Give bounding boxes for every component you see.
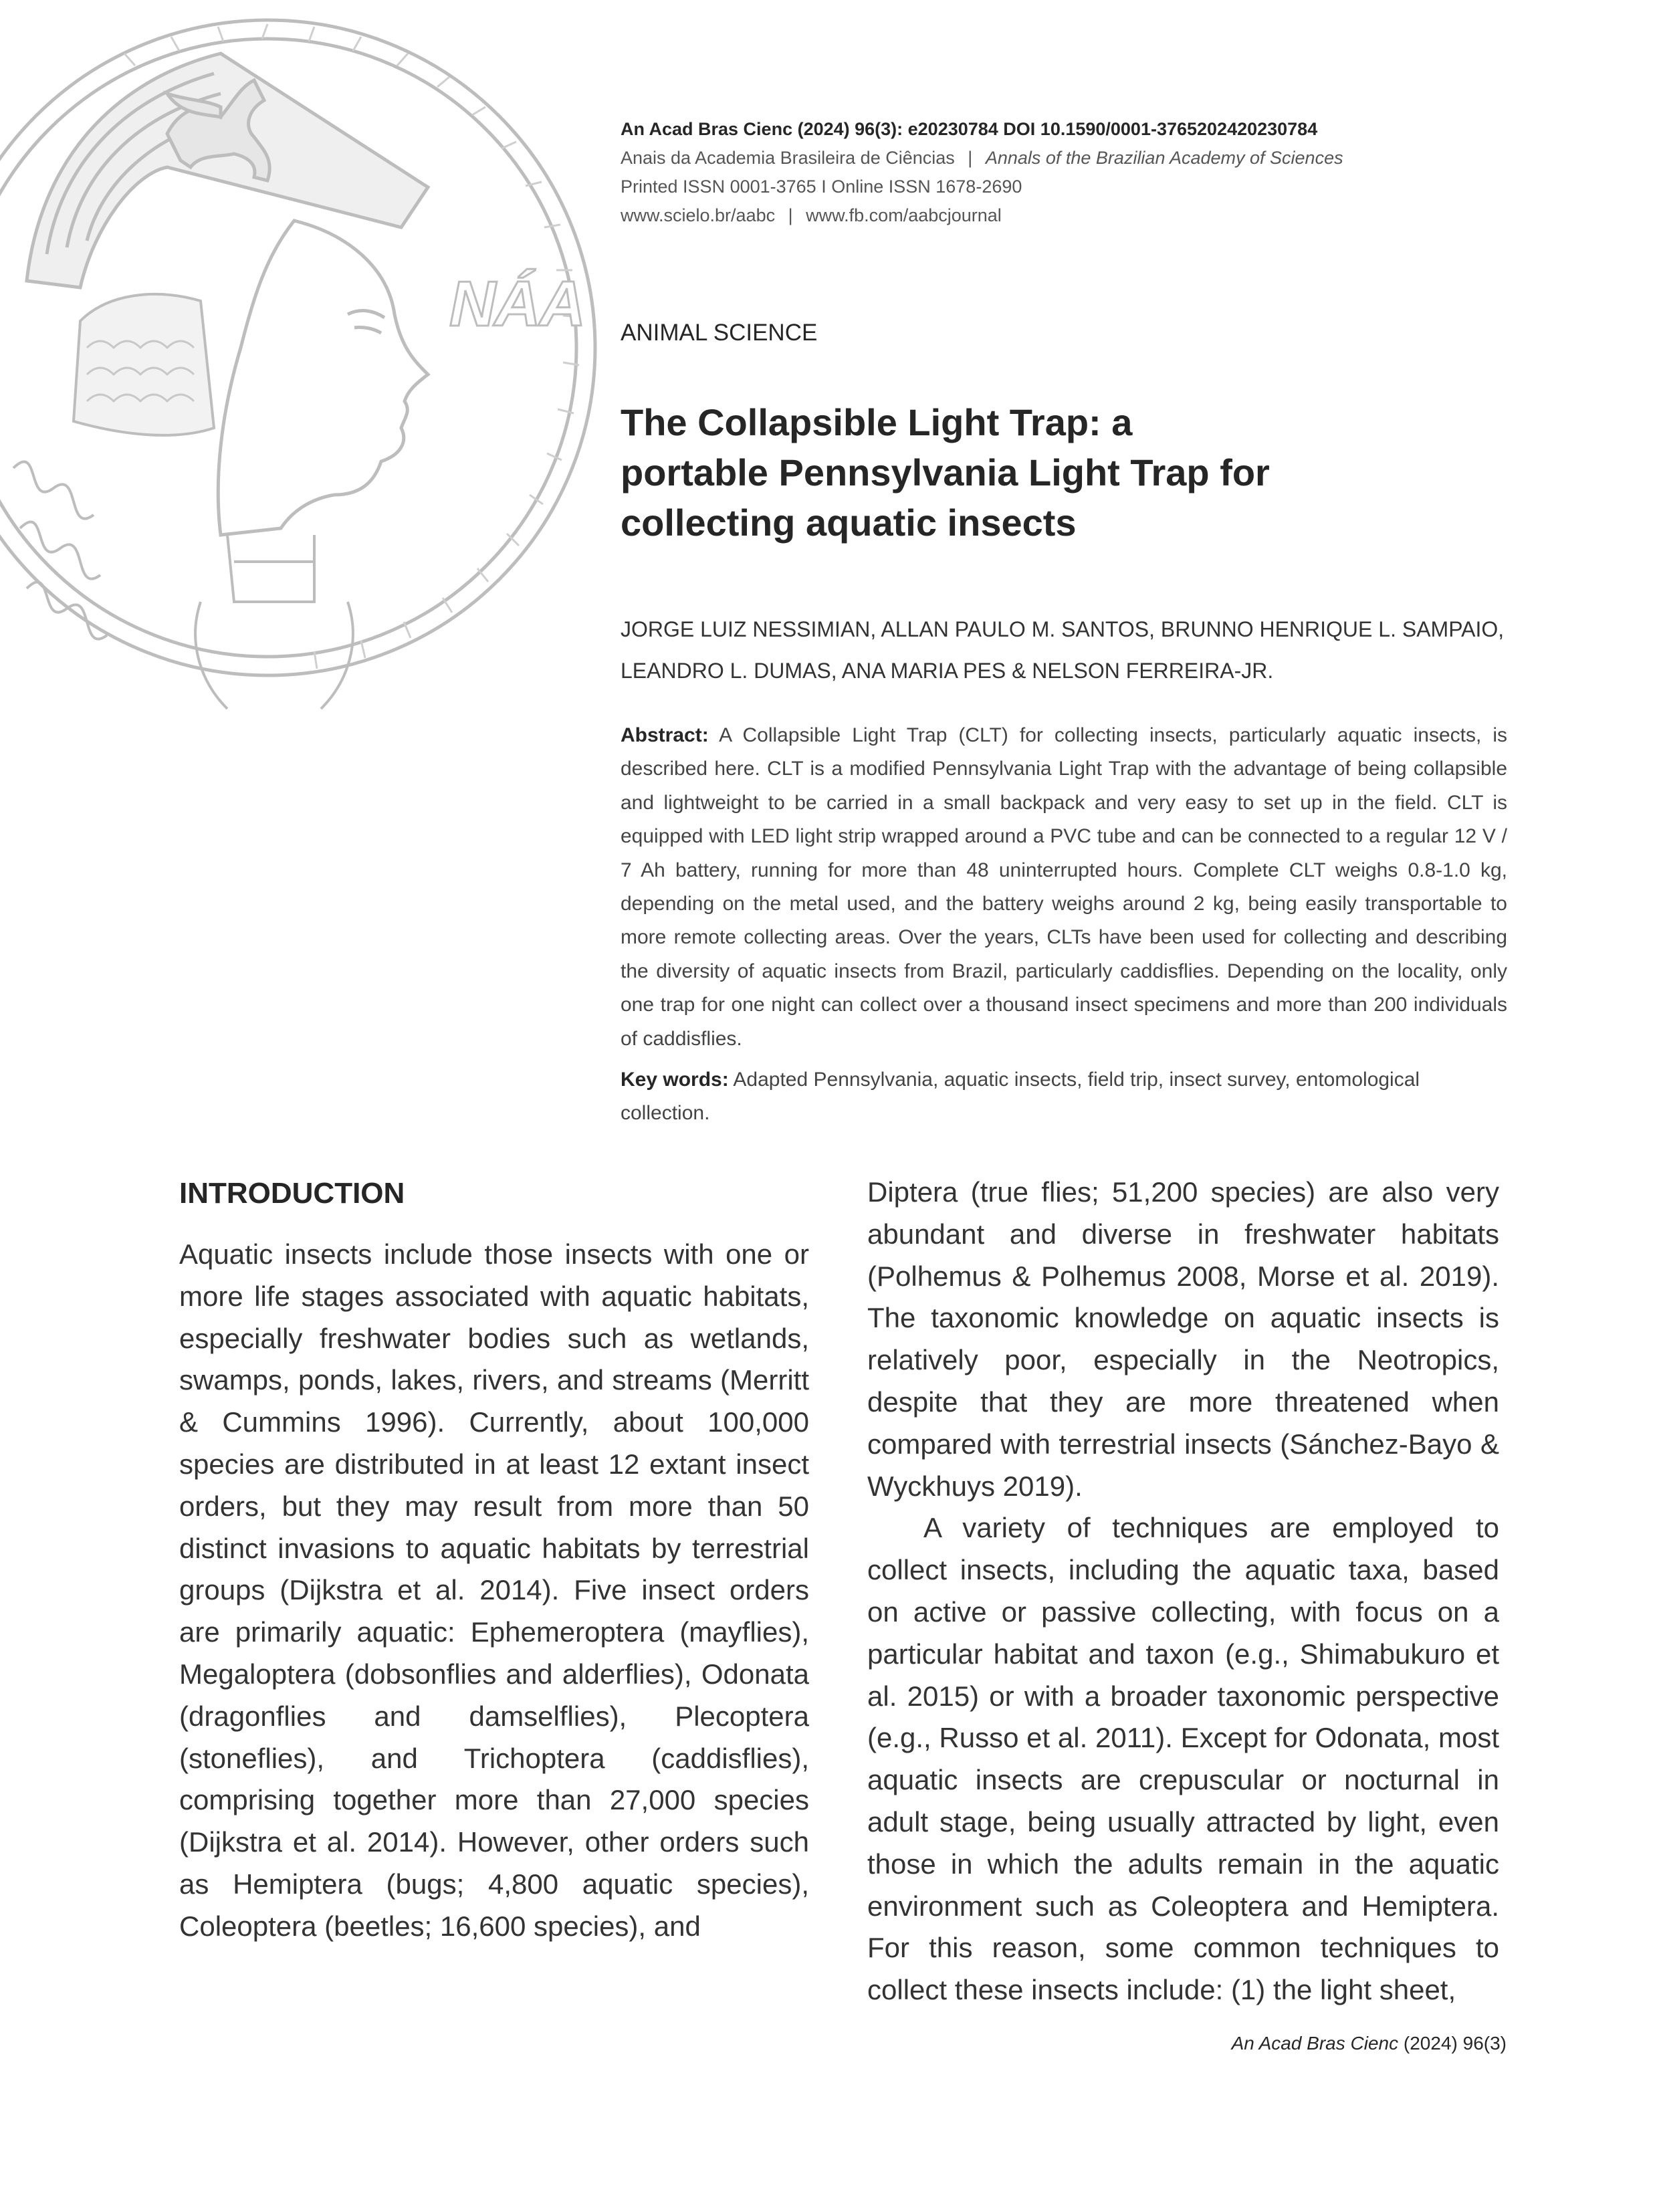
paragraph: Aquatic insects include those insects with one or more life stages associated with aquatic habitats, especially freshwater bodies such as wetlands, swamps, ponds, lakes, rivers, and streams (Merritt & Cummins 1996). Currently, about 100,000 species are distributed in at least 12 extant insect orders, but they may result from more than 50 distinct invasions to aquatic habitats by terrestrial groups (Dijkstra et al. 2014). Five insect orders are primarily aquatic: Ephemeroptera (mayflies), Megaloptera (dobsonflies and alderflies), Odonata (dragonflies and damselflies), Plecoptera (stoneflies), and Trichoptera (caddisflies), comprising together more than 27,000 species (Dijkstra et al. 2014). However, other orders such as Hemiptera (bugs; 4,800 aquatic species), Coleoptera (beetles; 16,600 species), and [179, 1238, 809, 1942]
journal-header [621, 115, 1490, 230]
web-links-line [621, 201, 1490, 230]
journal-name-pt: Anais da Academia Brasileira de Ciências [621, 148, 955, 168]
abstract-label: Abstract: [621, 724, 709, 746]
separator: | [788, 205, 793, 225]
paragraph: Diptera (true flies; 51,200 species) are also very abundant and diverse in freshwater habitats (Polhemus & Polhemus 2008, Morse et al. 2019). The taxonomic knowledge on aquatic insects is relatively poor, especially in the Neotropics, despite that they are more threatened when compared with terrestrial insects (Sánchez-Bayo & Wyckhuys 2019). [867, 1176, 1499, 1502]
article-title: The Collapsible Light Trap: a portable Pennsylvania Light Trap for collecting aquatic insects [621, 401, 1270, 544]
emblem-logo-text: NÁA [449, 268, 584, 340]
journal-names-line [621, 144, 1490, 173]
facebook-link[interactable]: www.fb.com/aabcjournal [806, 205, 1002, 225]
keywords-text: Adapted Pennsylvania, aquatic insects, field trip, insect survey, entomological collection. [621, 1069, 1420, 1124]
page-footer [1232, 2033, 1507, 2054]
journal-name-en: Annals of the Brazilian Academy of Sciences [985, 148, 1343, 168]
citation-line: An Acad Bras Cienc (2024) 96(3): e20230784 DOI 10.1590/0001-3765202420230784 [621, 119, 1318, 139]
section-label: ANIMAL SCIENCE [621, 320, 818, 346]
body-column-left [179, 1234, 809, 1948]
academy-emblem [0, 0, 602, 722]
abstract [621, 719, 1507, 1056]
body-column-right [867, 1172, 1499, 2011]
website-link[interactable]: www.scielo.br/aabc [621, 205, 776, 225]
author-list: JORGE LUIZ NESSIMIAN, ALLAN PAULO M. SANTOS, BRUNNO HENRIQUE L. SAMPAIO, LEANDRO L. DUMAS, ANA MARIA PES & NELSON FERREIRA-JR. [621, 617, 1505, 683]
footer-journal: An Acad Bras Cienc [1231, 2033, 1399, 2054]
keywords-label: Key words: [621, 1069, 729, 1091]
separator: | [968, 148, 973, 168]
paragraph: A variety of techniques are employed to collect insects, including the aquatic taxa, based on active or passive collecting, with focus on a particular habitat and taxon (e.g., Shimabukuro et al. 2015) or with a broader taxonomic perspective (e.g., Russo et al. 2011). Except for Odonata, most aquatic insects are crepuscular or nocturnal in adult stage, being usually attracted by light, even those in which the adults remain in the aquatic environment such as Coleoptera and Hemiptera. For this reason, some common techniques to collect these insects include: (1) the light sheet, [867, 1512, 1499, 2006]
issn-line: Printed ISSN 0001-3765 I Online ISSN 1678-2690 [621, 177, 1022, 197]
footer-issue: (2024) 96(3) [1403, 2033, 1507, 2054]
keywords [621, 1063, 1507, 1130]
abstract-text: A Collapsible Light Trap (CLT) for collecting insects, particularly aquatic insects, is described here. CLT is a modified Pennsylvania Light Trap with the advantage of being collapsible and lightweight to be carried in a small backpack and very easy to set up in the field. CLT is equipped with LED light strip wrapped around a PVC tube and can be connected to a regular 12 V / 7 Ah battery, running for more than 48 uninterrupted hours. Complete CLT weighs 0.8-1.0 kg, depending on the metal used, and the battery weighs around 2 kg, being easily transportable to more remote collecting areas. Over the years, CLTs have been used for collecting and describing the diversity of aquatic insects from Brazil, particularly caddisflies. Depending on the locality, only one trap for one night can collect over a thousand insect specimens and more than 200 individuals of caddisflies. [621, 724, 1507, 1050]
introduction-heading: INTRODUCTION [179, 1177, 405, 1210]
